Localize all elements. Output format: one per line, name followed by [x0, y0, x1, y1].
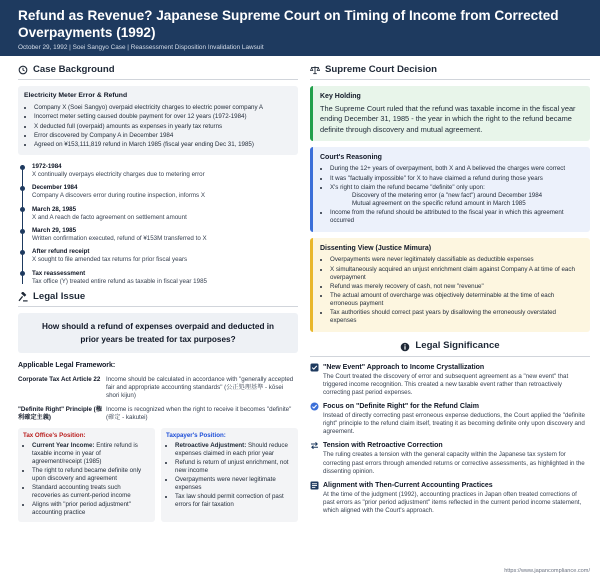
- list-item: • X deducted full (overpaid) amounts as expenses in yearly tax returns: [34, 123, 292, 131]
- timeline-dot: [20, 186, 25, 191]
- key-holding-text: The Supreme Court ruled that the refund was taxable income in the fiscal year ending December 31, 1985 - the year in which the right to the refund became definite through discovery and mutual agreement.: [320, 103, 576, 134]
- gavel-icon: [18, 292, 28, 302]
- right-column: [310, 64, 590, 522]
- list-item: • Overpayments were never legitimately classifiable as deductible expenses: [330, 256, 583, 264]
- list-item: • Aligns with "prior period adjustment" accounting practice: [32, 501, 150, 517]
- left-column: [18, 64, 298, 522]
- list-item: • During the 12+ years of overpayment, both X and A believed the charges were correct: [330, 165, 583, 173]
- reasoning-box: Court's Reasoning • During the 12+ years of overpayment, both X and A believed the charges were correct • It was "factually impossible" for X to have claimed a refund during those years • X's right to claim the refund became "definite" only upon: Discovery of the metering error (a "new fact") around December 1984 Mutual agreement on the specific refund amount in March 1985 • Income from the refund should be attributed to the fiscal year in which this agreement occurred: [310, 147, 590, 232]
- timeline-item: March 29, 1985 Written confirmation executed, refund of ¥153M transferred to X: [32, 227, 298, 243]
- case-background-heading: Case Background: [18, 64, 298, 80]
- timeline-dot: [20, 250, 25, 255]
- list-item: • Error discovered by Company A in December 1984: [34, 132, 292, 140]
- timeline-dot: [20, 229, 25, 234]
- timeline-item: December 1984 Company A discovers error during routine inspection, informs X: [32, 184, 298, 200]
- legal-issue-heading: Legal Issue: [18, 291, 298, 307]
- timeline-dot: [20, 271, 25, 276]
- significance-heading: Legal Significance: [310, 340, 590, 356]
- tax-office-position: Tax Office's Position: • Current Year Income: Entire refund is taxable income in year of agreement/receipt (1985) • The right to refund became definite only upon discovery and agreement • Standard accounting treats such recoveries as current-period income • Aligns with "prior period adjustment" accounting practice: [18, 428, 155, 523]
- list-item: • The actual amount of overcharge was objectively determinable at the time of each erroneous payment: [330, 292, 583, 308]
- meter-error-box: [18, 86, 298, 155]
- list-item: • Tax law should permit correction of past errors for fair taxation: [175, 493, 293, 509]
- decision-heading: Supreme Court Decision: [310, 64, 590, 80]
- page-meta: October 29, 1992 | Soei Sangyo Case | Reassessment Disposition Invalidation Lawsuit: [18, 44, 264, 51]
- list-item: • Refund was merely recovery of cash, not new "revenue": [330, 283, 583, 291]
- framework-row: Corporate Tax Act Article 22 Income should be calculated in accordance with "generally accepted fair and appropriate accounting standards" (公正処理基準 - kōsei shori kijun): [18, 375, 294, 399]
- list-item: • Company X (Soei Sangyo) overpaid electricity charges to electric power company A: [34, 104, 292, 112]
- taxpayer-position: Taxpayer's Position: • Retroactive Adjustment: Should reduce expenses claimed in each prior year • Refund is return of unjust enrichment, not new income • Overpayments were never legitimate expenses • Tax law should permit correction of past errors for fair taxation: [161, 428, 298, 523]
- footer-url: https://www.japancompliance.com/: [504, 567, 590, 574]
- check-circle-icon: [310, 402, 319, 411]
- timeline-item: 1972-1984 X continually overpays electricity charges due to metering error: [32, 163, 298, 179]
- list-item: • Tax authorities should correct past years by disallowing the erroneously overstated expenses: [330, 309, 583, 325]
- timeline-dot: [20, 207, 25, 212]
- framework-title: Applicable Legal Framework:: [18, 362, 116, 370]
- exchange-icon: [310, 441, 319, 450]
- list-item: • Incorrect meter setting caused double payment for over 12 years (1972-1984): [34, 113, 292, 121]
- framework-row: "Definite Right" Principle (権利確定主義) Income is recognized when the right to receive it becomes "definite" (確定 - kakutei): [18, 405, 292, 421]
- key-holding-box: Key Holding The Supreme Court ruled that the refund was taxable income in the fiscal year ending December 31, 1985 - the year in which the right to the refund became definite through discovery and mutual agreement.: [310, 86, 590, 141]
- list-item: • Refund is return of unjust enrichment, not new income: [175, 459, 293, 475]
- timeline-item: After refund receipt X sought to file amended tax returns for prior fiscal years: [32, 248, 298, 264]
- dissent-box: Dissenting View (Justice Mimura) • Overpayments were never legitimately classifiable as deductible expenses • X simultaneously acquired an unjust enrichment claim against Company A at time of each overpayment • Refund was merely recovery of cash, not new "revenue" • The actual amount of overcharge was objectively determinable at the time of each erroneous payment • Tax authorities should correct past years by disallowing the erroneously overstated expenses: [310, 238, 590, 332]
- list-item: • Retroactive Adjustment: Should reduce expenses claimed in each prior year: [175, 442, 293, 458]
- list-item: • It was "factually impossible" for X to have claimed a refund during those years: [330, 175, 583, 183]
- positions: [18, 428, 298, 523]
- list-item: • Current Year Income: Entire refund is taxable income in year of agreement/receipt (1985): [32, 442, 150, 466]
- timeline-item: March 28, 1985 X and A reach de facto agreement on settlement amount: [32, 206, 298, 222]
- list-item: • Overpayments were never legitimate expenses: [175, 476, 293, 492]
- significance-item: Alignment with Then-Current Accounting Practices At the time of the judgment (1992), accounting practices in Japan often treated corrections of past errors as "prior period adjustment" items reflected in the current period income statement, which aligned with the Court's approach.: [310, 481, 590, 515]
- check-square-icon: [310, 363, 319, 372]
- significance-item: Focus on "Definite Right" for the Refund Claim Instead of directly correcting past erroneous expense deductions, the Court applied the "definite right" principle to the refund claim itself, treating it as becoming definite only upon discovery and agreement.: [310, 402, 590, 436]
- timeline-dot: [20, 165, 25, 170]
- timeline: [18, 163, 298, 286]
- list-item: • Standard accounting treats such recoveries as current-period income: [32, 484, 150, 500]
- list-item: • Income from the refund should be attributed to the fiscal year in which this agreement occurred: [330, 209, 583, 225]
- significance-item: "New Event" Approach to Income Crystallization The Court treated the discovery of error and subsequent agreement as a "new event" that triggered income recognition. This created a new taxable event rather than retroactively correcting past period expenses.: [310, 363, 590, 397]
- history-icon: [18, 65, 28, 75]
- page-header: [0, 0, 600, 56]
- timeline-item: Tax reassessment Tax office (Y) treated entire refund as taxable in fiscal year 1985: [32, 270, 298, 286]
- legal-question: How should a refund of expenses overpaid and deducted in prior years be treated for tax purposes?: [18, 313, 298, 353]
- list-item: • The right to refund became definite only upon discovery and agreement: [32, 467, 150, 483]
- list-item: • X simultaneously acquired an unjust enrichment claim against Company A at time of each overpayment: [330, 266, 583, 282]
- scale-icon: [310, 65, 320, 75]
- list-icon: [310, 481, 319, 490]
- significance-item: Tension with Retroactive Correction The ruling creates a tension with the general capacity within the Japanese tax system for correcting past errors through amended returns or corrective assessments, as highlighted in the dissenting opinion.: [310, 441, 590, 475]
- info-icon: [400, 342, 410, 352]
- list-item: • X's right to claim the refund became "definite" only upon: Discovery of the metering error (a "new fact") around December 1984 Mutual agreement on the specific refund amount in March 1985: [330, 184, 583, 208]
- page-title: Refund as Revenue? Japanese Supreme Court on Timing of Income from Corrected Overpayments (1992): [18, 8, 559, 40]
- list-item: • Agreed on ¥153,111,819 refund in March 1985 (fiscal year ending Dec 31, 1985): [34, 141, 292, 149]
- meter-error-title: Electricity Meter Error & Refund: [24, 92, 128, 100]
